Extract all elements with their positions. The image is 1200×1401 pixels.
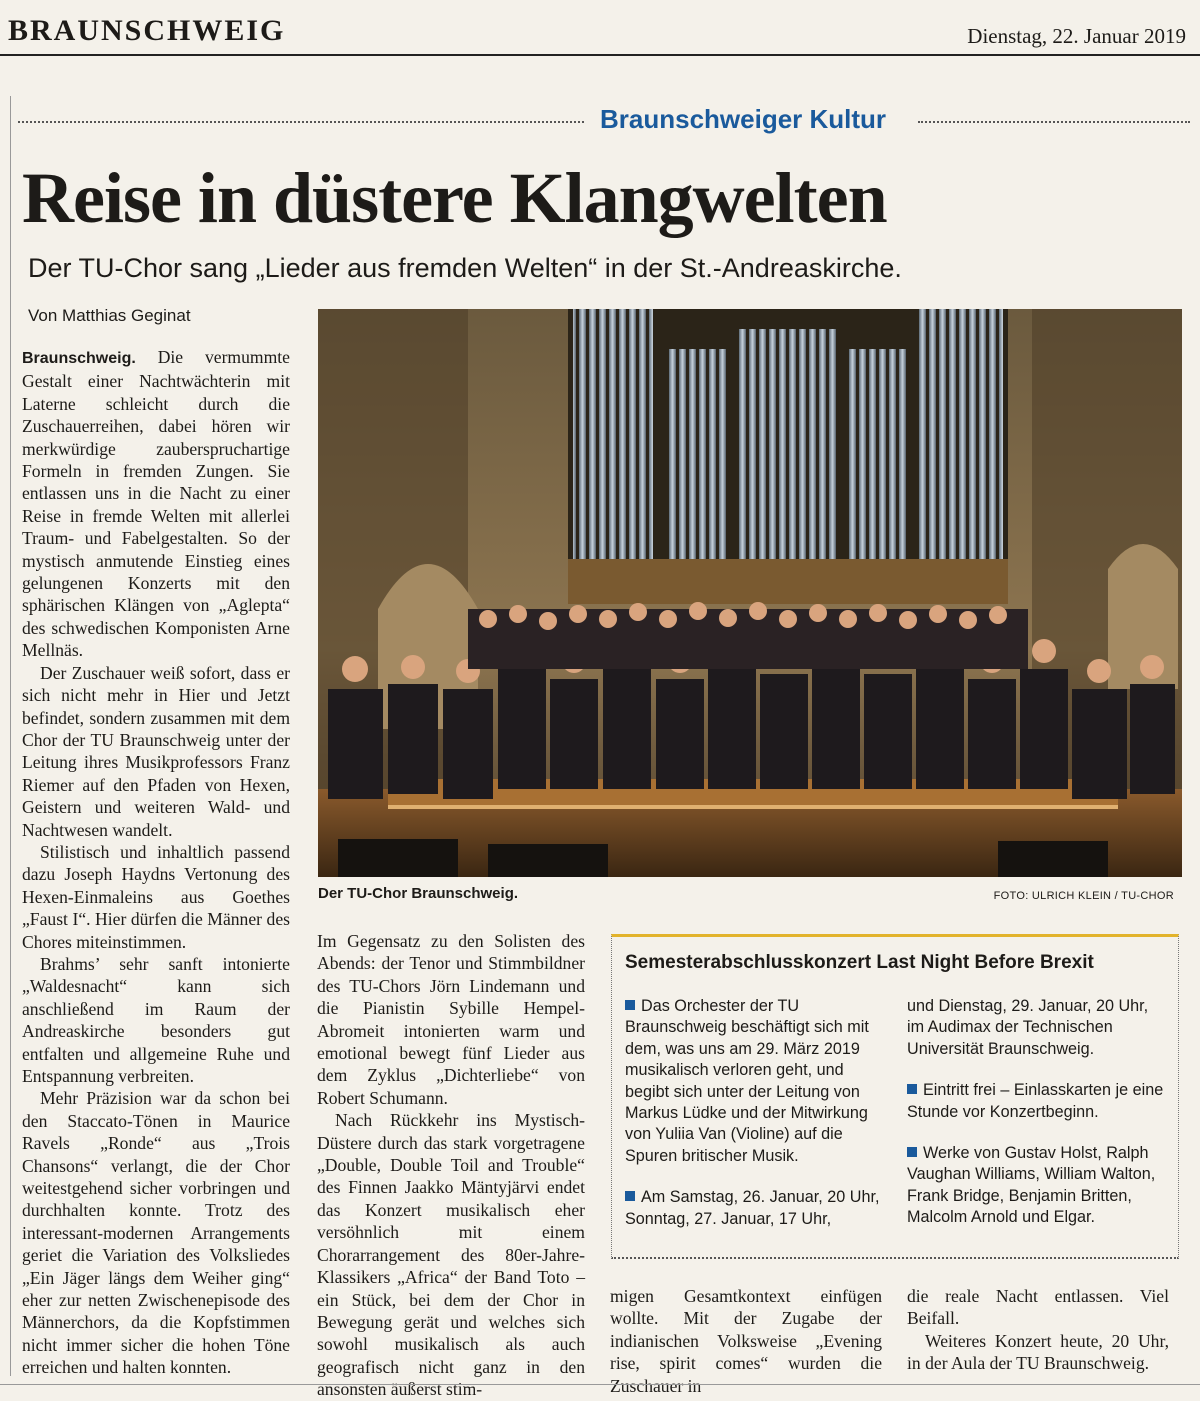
infobox-item-continued: und Dienstag, 29. Januar, 20 Uhr, im Audimax der Technischen Universität Braunschweig. — [907, 997, 1149, 1058]
article-paragraph — [22, 346, 290, 662]
newspaper-city: BRAUNSCHWEIG — [8, 14, 286, 47]
infobox-item — [907, 1080, 1169, 1123]
article-paragraph: Mehr Präzision war da schon bei den Staccato-Tönen in Maurice Ravels „Ronde“ aus „Trois Chansons“ verlangt, die der Chor weitestgehend sicher vorbringen und durchhalten konnte. Trotz des interessant-modernen Arrangements geriet die Variation des Volksliedes „Ein Jäger längs dem Weiher ging“ eher zur netten Zwischenepisode des Männerchors, da die Kopfstimmen nicht immer sicher die hohen Töne erreichen und halten konnten. — [22, 1088, 290, 1378]
article-paragraph: Stilistisch und inhaltlich passend dazu Joseph Haydns Vertonung des Hexen-Einmaleins aus Goethes „Faust I“. Hier dürfen die Männer des Chores miteinstimmen. — [22, 841, 290, 952]
infobox-column-2 — [907, 996, 1169, 1249]
article-column-2 — [317, 930, 585, 1401]
article-column-4 — [907, 1285, 1169, 1375]
article-paragraph: Nach Rückkehr ins Mystisch-Düstere durch das stark vorgetragene „Double, Double Toil and Trouble“ des Finnen Jaakko Mäntyjärvi endet das Konzert musikalisch eher versöhnlich mit einem Chorarrangement des 80er-Jahre-Klassikers „Africa“ der Band Toto – ein Stück, bei dem der Chor in Bewegung gerät und welches sich sowohl musikalisch als auch geografisch nicht ganz in den ansonsten äußerst stim- — [317, 1110, 585, 1400]
infobox-item — [625, 1187, 887, 1230]
photo-credit: FOTO: ULRICH KLEIN / TU-CHOR — [993, 890, 1174, 902]
header-rule — [0, 54, 1200, 56]
byline: Von Matthias Geginat — [28, 306, 191, 325]
subheadline: Der TU-Chor sang „Lieder aus fremden Welten“ in der St.-Andreaskirche. — [28, 253, 902, 283]
issue-date: Dienstag, 22. Januar 2019 — [967, 24, 1186, 48]
choir-photo-illustration — [318, 309, 1182, 877]
infobox-item — [625, 996, 887, 1167]
bullet-square-icon — [625, 1000, 635, 1010]
article-column-3 — [610, 1285, 882, 1397]
article-paragraph: Im Gegensatz zu den Solisten des Abends: der Tenor und Stimmbildner des TU-Chors Jörn Lindemann und die Pianistin Sybille Hempel-Abromeit intonierten warm und emotional bewegt fünf Lieder aus dem Zyklus „Dichterliebe“ von Robert Schumann. — [317, 931, 585, 1108]
dateline: Braunschweig. — [22, 350, 136, 367]
article-paragraph: Weiteres Konzert heute, 20 Uhr, in der Aula der TU Braunschweig. — [907, 1330, 1169, 1374]
infobox-item-text: Werke von Gustav Holst, Ralph Vaughan Williams, William Walton, Frank Bridge, Benjamin Britten, Malcolm Arnold und Elgar. — [907, 1144, 1156, 1227]
bullet-square-icon — [907, 1084, 917, 1094]
infobox-item-text: Am Samstag, 26. Januar, 20 Uhr, Sonntag, 27. Januar, 17 Uhr, — [625, 1188, 880, 1228]
paragraph-text: Die vermummte Gestalt einer Nachtwächterin mit Laterne schleicht durch die Zuschauerreihen, dabei hören wir merkwürdige zauberspruchartige Formeln in fremden Zungen. Sie entlassen uns in die Nacht zu einer Reise in fremde Welten mit allerlei Traum- und Fabelgestalten. So der mystisch anmutende Einstieg eines gelungenen Konzerts mit den sphärischen Klängen von „Aglepta“ des schwedischen Komponisten Arne Mellnäs. — [22, 347, 290, 661]
section-dotted-rule-left — [18, 121, 584, 123]
infobox-column-1 — [625, 996, 887, 1250]
article-paragraph: Brahms’ sehr sanft intonierte „Waldesnacht“ kann sich anschließend im Raum der Andreaskirche besonders gut entfalten und allgemeine Ruhe und Entspannung verbreiten. — [22, 953, 290, 1086]
headline: Reise in düstere Klangwelten — [22, 158, 887, 238]
article-column-1 — [22, 346, 290, 1379]
section-dotted-rule-right — [918, 121, 1190, 123]
infobox-item-text: Das Orchester der TU Braunschweig beschäftigt sich mit dem, was uns am 29. März 2019 musikalisch verloren geht, und begibt sich unter der Leitung von Markus Lüdke und der Mitwirkung von Yuliia Van (Violine) auf die Spuren britischer Musik. — [625, 997, 869, 1165]
bullet-square-icon — [625, 1191, 635, 1201]
choir-photo — [318, 309, 1182, 877]
column-rule — [10, 96, 11, 1376]
photo-caption: Der TU-Chor Braunschweig. — [318, 885, 519, 902]
section-label: Braunschweiger Kultur — [600, 104, 887, 134]
article-paragraph: die reale Nacht entlassen. Viel Beifall. — [907, 1286, 1169, 1329]
article-paragraph: migen Gesamtkontext einfügen wollte. Mit der Zugabe der indianischen Volksweise „Evening rise, spirit comes“ wurden die Zuschauer in — [610, 1286, 882, 1396]
bullet-square-icon — [907, 1147, 917, 1157]
infobox-item-text: Eintritt frei – Einlasskarten je eine Stunde vor Konzertbeginn. — [907, 1081, 1164, 1121]
infobox-title: Semesterabschlusskonzert Last Night Before Brexit — [625, 952, 1094, 973]
article-paragraph: Der Zuschauer weiß sofort, dass er sich nicht mehr in Hier und Jetzt befindet, sondern zusammen mit dem Chor der TU Braunschweig unter der Leitung ihres Musikprofessors Franz Riemer auf den Pfaden von Hexen, Geistern und weiteren Wald- und Nachtwesen wandelt. — [22, 662, 290, 840]
footer-rule — [0, 1384, 1200, 1385]
infobox-item — [907, 1143, 1169, 1229]
